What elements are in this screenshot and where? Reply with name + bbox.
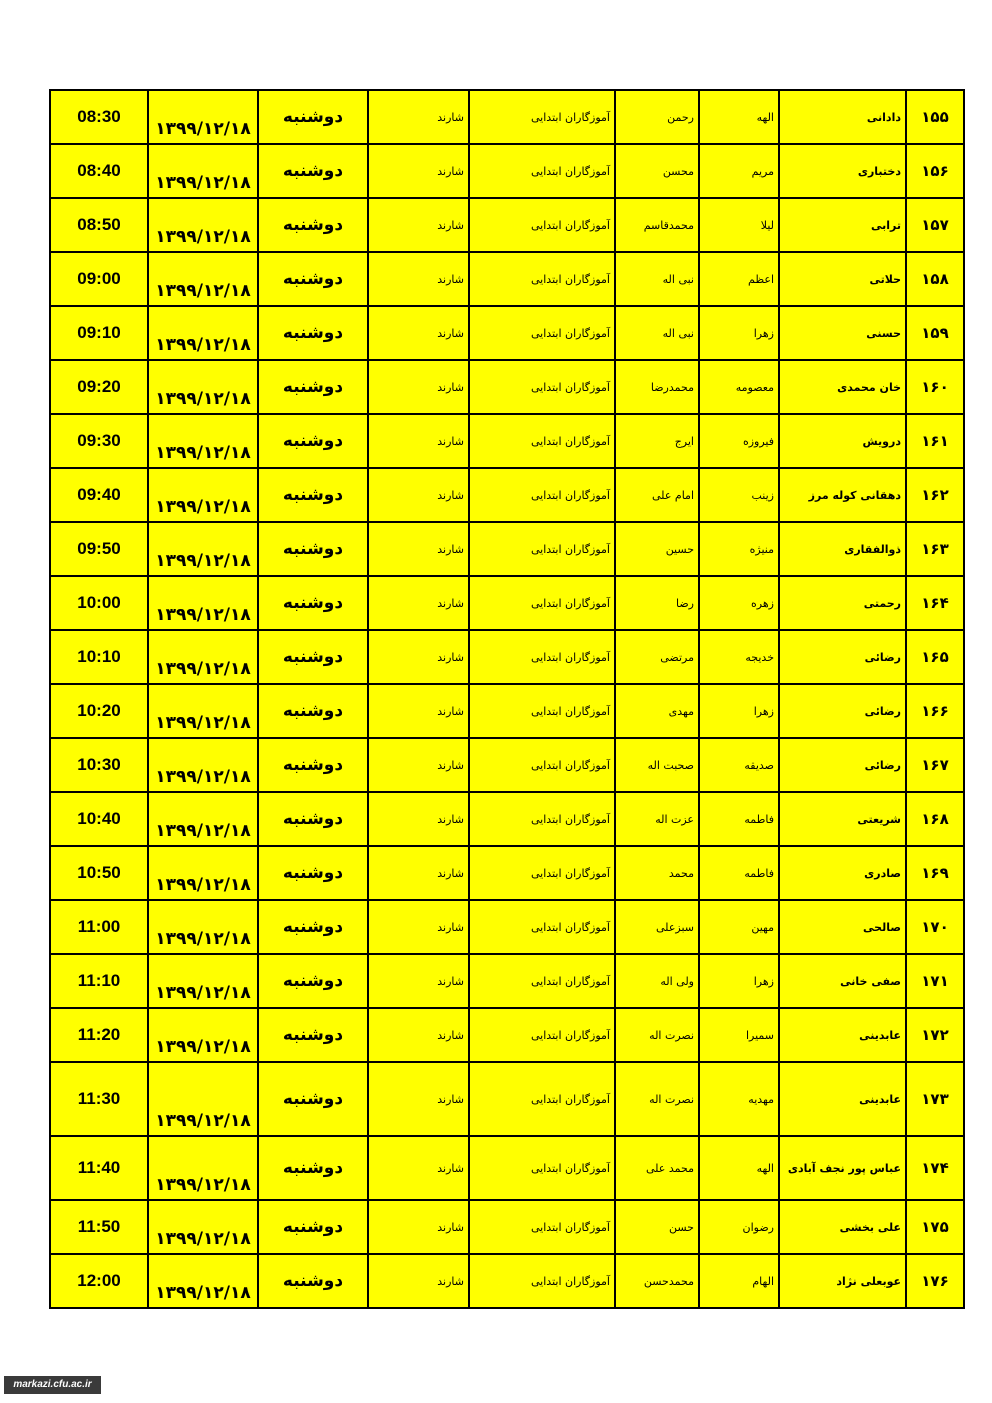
last-name-cell: ذوالفقاری [779,522,906,576]
schedule-table-container [49,89,963,1309]
exam-date-cell: ۱۳۹۹/۱۲/۱۸ [148,90,258,144]
exam-day-cell: دوشنبه [258,1254,368,1308]
last-name-cell: رضائی [779,738,906,792]
row-number-cell: ۱۶۵ [906,630,964,684]
exam-day-cell: دوشنبه [258,522,368,576]
table-row [50,1200,964,1254]
row-number-cell: ۱۵۵ [906,90,964,144]
exam-date-cell: ۱۳۹۹/۱۲/۱۸ [148,360,258,414]
table-row [50,630,964,684]
father-name-cell: سبزعلی [615,900,699,954]
exam-time-cell: 10:20 [50,684,148,738]
grade-level-cell: شارند [368,738,469,792]
first-name-cell: زهرا [699,954,779,1008]
exam-date-cell: ۱۳۹۹/۱۲/۱۸ [148,1062,258,1136]
exam-time-cell: 08:40 [50,144,148,198]
exam-time-cell: 09:20 [50,360,148,414]
exam-day-cell: دوشنبه [258,1008,368,1062]
course-name-cell: آموزگاران ابتدایی [469,144,615,198]
exam-date-cell: ۱۳۹۹/۱۲/۱۸ [148,900,258,954]
first-name-cell: معصومه [699,360,779,414]
last-name-cell: دختباری [779,144,906,198]
grade-level-cell: شارند [368,252,469,306]
course-name-cell: آموزگاران ابتدایی [469,90,615,144]
course-name-cell: آموزگاران ابتدایی [469,1200,615,1254]
grade-level-cell: شارند [368,360,469,414]
father-name-cell: ایرج [615,414,699,468]
exam-day-cell: دوشنبه [258,1062,368,1136]
table-row [50,252,964,306]
grade-level-cell: شارند [368,684,469,738]
grade-level-cell: شارند [368,90,469,144]
row-number-cell: ۱۶۳ [906,522,964,576]
course-name-cell: آموزگاران ابتدایی [469,360,615,414]
schedule-table [49,89,965,1309]
exam-day-cell: دوشنبه [258,1200,368,1254]
exam-day-cell: دوشنبه [258,576,368,630]
father-name-cell: نصرت اله [615,1008,699,1062]
first-name-cell: الهه [699,1136,779,1200]
course-name-cell: آموزگاران ابتدایی [469,468,615,522]
table-row [50,1008,964,1062]
grade-level-cell: شارند [368,198,469,252]
exam-day-cell: دوشنبه [258,954,368,1008]
exam-date-cell: ۱۳۹۹/۱۲/۱۸ [148,684,258,738]
exam-time-cell: 11:50 [50,1200,148,1254]
first-name-cell: رضوان [699,1200,779,1254]
first-name-cell: خدیجه [699,630,779,684]
exam-time-cell: 12:00 [50,1254,148,1308]
last-name-cell: علی بخشی [779,1200,906,1254]
course-name-cell: آموزگاران ابتدایی [469,252,615,306]
exam-date-cell: ۱۳۹۹/۱۲/۱۸ [148,630,258,684]
row-number-cell: ۱۷۳ [906,1062,964,1136]
last-name-cell: عوبعلی نژاد [779,1254,906,1308]
first-name-cell: صدیقه [699,738,779,792]
father-name-cell: امام علی [615,468,699,522]
exam-day-cell: دوشنبه [258,90,368,144]
exam-time-cell: 09:00 [50,252,148,306]
first-name-cell: اعظم [699,252,779,306]
father-name-cell: مهدی [615,684,699,738]
course-name-cell: آموزگاران ابتدایی [469,738,615,792]
last-name-cell: حلاتی [779,252,906,306]
father-name-cell: محسن [615,144,699,198]
first-name-cell: زهرا [699,684,779,738]
table-row [50,846,964,900]
exam-time-cell: 08:50 [50,198,148,252]
last-name-cell: شریعتی [779,792,906,846]
last-name-cell: عابدینی [779,1062,906,1136]
father-name-cell: محمدحسن [615,1254,699,1308]
grade-level-cell: شارند [368,630,469,684]
exam-time-cell: 11:00 [50,900,148,954]
last-name-cell: صادری [779,846,906,900]
grade-level-cell: شارند [368,1254,469,1308]
last-name-cell: حسنی [779,306,906,360]
exam-day-cell: دوشنبه [258,414,368,468]
row-number-cell: ۱۵۸ [906,252,964,306]
exam-date-cell: ۱۳۹۹/۱۲/۱۸ [148,1008,258,1062]
course-name-cell: آموزگاران ابتدایی [469,792,615,846]
grade-level-cell: شارند [368,1200,469,1254]
grade-level-cell: شارند [368,900,469,954]
first-name-cell: سمیرا [699,1008,779,1062]
first-name-cell: فاطمه [699,846,779,900]
table-row [50,1254,964,1308]
course-name-cell: آموزگاران ابتدایی [469,1062,615,1136]
grade-level-cell: شارند [368,414,469,468]
father-name-cell: محمدقاسم [615,198,699,252]
last-name-cell: عباس پور نجف آبادی [779,1136,906,1200]
father-name-cell: نصرت اله [615,1062,699,1136]
row-number-cell: ۱۶۰ [906,360,964,414]
row-number-cell: ۱۷۰ [906,900,964,954]
course-name-cell: آموزگاران ابتدایی [469,306,615,360]
exam-date-cell: ۱۳۹۹/۱۲/۱۸ [148,522,258,576]
father-name-cell: نبی اله [615,252,699,306]
father-name-cell: حسن [615,1200,699,1254]
exam-time-cell: 09:30 [50,414,148,468]
course-name-cell: آموزگاران ابتدایی [469,900,615,954]
exam-date-cell: ۱۳۹۹/۱۲/۱۸ [148,1136,258,1200]
exam-day-cell: دوشنبه [258,306,368,360]
last-name-cell: دادانی [779,90,906,144]
course-name-cell: آموزگاران ابتدایی [469,684,615,738]
exam-time-cell: 09:10 [50,306,148,360]
table-row [50,144,964,198]
father-name-cell: حسین [615,522,699,576]
exam-time-cell: 10:00 [50,576,148,630]
last-name-cell: رضائی [779,684,906,738]
exam-date-cell: ۱۳۹۹/۱۲/۱۸ [148,576,258,630]
row-number-cell: ۱۷۶ [906,1254,964,1308]
table-row [50,90,964,144]
exam-time-cell: 10:10 [50,630,148,684]
first-name-cell: زهره [699,576,779,630]
father-name-cell: رحمن [615,90,699,144]
exam-day-cell: دوشنبه [258,360,368,414]
father-name-cell: محمدرضا [615,360,699,414]
exam-date-cell: ۱۳۹۹/۱۲/۱۸ [148,1254,258,1308]
table-row [50,522,964,576]
course-name-cell: آموزگاران ابتدایی [469,198,615,252]
grade-level-cell: شارند [368,792,469,846]
first-name-cell: لیلا [699,198,779,252]
exam-date-cell: ۱۳۹۹/۱۲/۱۸ [148,468,258,522]
course-name-cell: آموزگاران ابتدایی [469,846,615,900]
course-name-cell: آموزگاران ابتدایی [469,1254,615,1308]
course-name-cell: آموزگاران ابتدایی [469,414,615,468]
exam-day-cell: دوشنبه [258,144,368,198]
exam-date-cell: ۱۳۹۹/۱۲/۱۸ [148,954,258,1008]
table-row [50,684,964,738]
father-name-cell: رضا [615,576,699,630]
exam-time-cell: 11:30 [50,1062,148,1136]
grade-level-cell: شارند [368,1062,469,1136]
exam-time-cell: 09:40 [50,468,148,522]
father-name-cell: نبی اله [615,306,699,360]
course-name-cell: آموزگاران ابتدایی [469,630,615,684]
exam-time-cell: 11:40 [50,1136,148,1200]
father-name-cell: صحبت اله [615,738,699,792]
table-row [50,414,964,468]
table-row [50,1062,964,1136]
exam-date-cell: ۱۳۹۹/۱۲/۱۸ [148,144,258,198]
row-number-cell: ۱۶۸ [906,792,964,846]
course-name-cell: آموزگاران ابتدایی [469,1136,615,1200]
first-name-cell: منیژه [699,522,779,576]
row-number-cell: ۱۷۲ [906,1008,964,1062]
grade-level-cell: شارند [368,954,469,1008]
row-number-cell: ۱۶۹ [906,846,964,900]
last-name-cell: ترابی [779,198,906,252]
father-name-cell: ولی اله [615,954,699,1008]
last-name-cell: صفی خانی [779,954,906,1008]
father-name-cell: عزت اله [615,792,699,846]
exam-day-cell: دوشنبه [258,900,368,954]
table-row [50,954,964,1008]
last-name-cell: درویش [779,414,906,468]
row-number-cell: ۱۶۲ [906,468,964,522]
exam-day-cell: دوشنبه [258,468,368,522]
exam-day-cell: دوشنبه [258,1136,368,1200]
grade-level-cell: شارند [368,522,469,576]
exam-time-cell: 10:50 [50,846,148,900]
father-name-cell: محمد علی [615,1136,699,1200]
first-name-cell: مریم [699,144,779,198]
exam-date-cell: ۱۳۹۹/۱۲/۱۸ [148,1200,258,1254]
last-name-cell: خان محمدی [779,360,906,414]
course-name-cell: آموزگاران ابتدایی [469,954,615,1008]
table-row [50,1136,964,1200]
row-number-cell: ۱۶۴ [906,576,964,630]
exam-date-cell: ۱۳۹۹/۱۲/۱۸ [148,306,258,360]
exam-time-cell: 11:20 [50,1008,148,1062]
last-name-cell: دهقانی کوله مرز [779,468,906,522]
first-name-cell: مهدیه [699,1062,779,1136]
grade-level-cell: شارند [368,846,469,900]
exam-day-cell: دوشنبه [258,846,368,900]
father-name-cell: مرتضی [615,630,699,684]
exam-time-cell: 08:30 [50,90,148,144]
table-row [50,900,964,954]
grade-level-cell: شارند [368,468,469,522]
exam-date-cell: ۱۳۹۹/۱۲/۱۸ [148,846,258,900]
schedule-rows [50,90,964,1308]
table-row [50,792,964,846]
first-name-cell: الهام [699,1254,779,1308]
table-row [50,198,964,252]
first-name-cell: مهین [699,900,779,954]
course-name-cell: آموزگاران ابتدایی [469,576,615,630]
last-name-cell: رضائی [779,630,906,684]
table-row [50,468,964,522]
grade-level-cell: شارند [368,576,469,630]
row-number-cell: ۱۷۴ [906,1136,964,1200]
row-number-cell: ۱۷۱ [906,954,964,1008]
exam-date-cell: ۱۳۹۹/۱۲/۱۸ [148,414,258,468]
course-name-cell: آموزگاران ابتدایی [469,1008,615,1062]
father-name-cell: محمد [615,846,699,900]
table-row [50,738,964,792]
exam-date-cell: ۱۳۹۹/۱۲/۱۸ [148,252,258,306]
row-number-cell: ۱۵۷ [906,198,964,252]
row-number-cell: ۱۷۵ [906,1200,964,1254]
grade-level-cell: شارند [368,306,469,360]
exam-day-cell: دوشنبه [258,630,368,684]
exam-day-cell: دوشنبه [258,684,368,738]
first-name-cell: الهه [699,90,779,144]
table-row [50,306,964,360]
row-number-cell: ۱۶۱ [906,414,964,468]
exam-day-cell: دوشنبه [258,198,368,252]
exam-time-cell: 11:10 [50,954,148,1008]
row-number-cell: ۱۶۷ [906,738,964,792]
exam-date-cell: ۱۳۹۹/۱۲/۱۸ [148,198,258,252]
exam-day-cell: دوشنبه [258,252,368,306]
grade-level-cell: شارند [368,1136,469,1200]
first-name-cell: فاطمه [699,792,779,846]
last-name-cell: عابدینی [779,1008,906,1062]
exam-time-cell: 09:50 [50,522,148,576]
first-name-cell: زهرا [699,306,779,360]
exam-time-cell: 10:40 [50,792,148,846]
exam-time-cell: 10:30 [50,738,148,792]
row-number-cell: ۱۶۶ [906,684,964,738]
last-name-cell: صالحی [779,900,906,954]
first-name-cell: زینب [699,468,779,522]
site-watermark: markazi.cfu.ac.ir [4,1376,101,1394]
row-number-cell: ۱۵۶ [906,144,964,198]
grade-level-cell: شارند [368,1008,469,1062]
exam-day-cell: دوشنبه [258,738,368,792]
grade-level-cell: شارند [368,144,469,198]
first-name-cell: فیروزه [699,414,779,468]
last-name-cell: رحمتی [779,576,906,630]
course-name-cell: آموزگاران ابتدایی [469,522,615,576]
row-number-cell: ۱۵۹ [906,306,964,360]
table-row [50,576,964,630]
exam-day-cell: دوشنبه [258,792,368,846]
exam-date-cell: ۱۳۹۹/۱۲/۱۸ [148,792,258,846]
exam-date-cell: ۱۳۹۹/۱۲/۱۸ [148,738,258,792]
table-row [50,360,964,414]
